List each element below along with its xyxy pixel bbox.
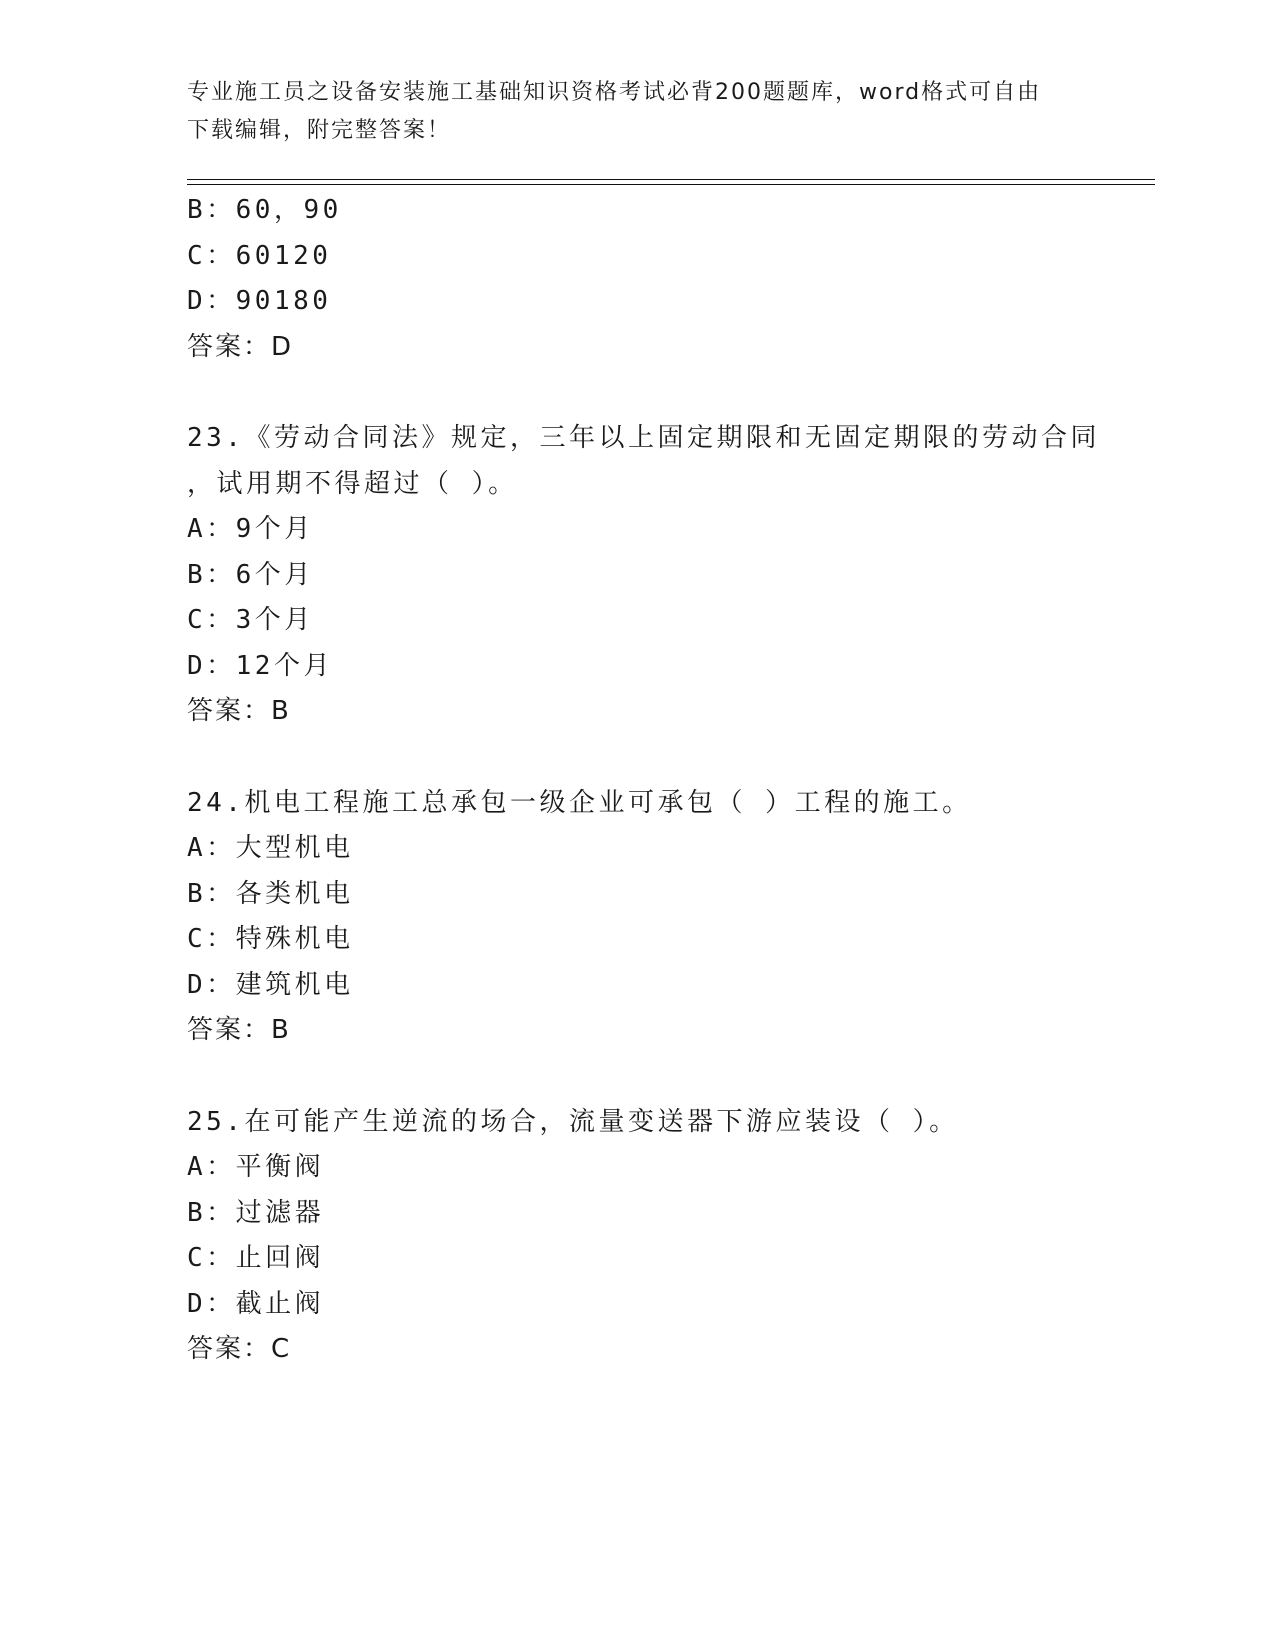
question-block-22 (187, 188, 1147, 370)
answer-line: 答案：B (187, 696, 291, 726)
document-header (187, 74, 1087, 150)
question-content (187, 188, 1147, 1373)
option-a: A：平衡阀 (187, 1152, 325, 1182)
question-stem: 25.在可能产生逆流的场合，流量变送器下游应装设（ ）。 (187, 1106, 959, 1137)
option-c: C：止回阀 (187, 1243, 325, 1273)
option-b: B：6个月 (187, 559, 314, 590)
answer-line: 答案：B (187, 1015, 291, 1045)
option-d: D：12个月 (187, 650, 333, 681)
answer-line: 答案：D (187, 331, 294, 362)
question-stem-continued: ，试用期不得超过（ ）。 (187, 468, 518, 499)
option-c: C：60120 (187, 240, 332, 271)
option-c: C：特殊机电 (187, 924, 354, 954)
option-b: B：过滤器 (187, 1197, 325, 1228)
header-divider-top (187, 179, 1155, 180)
header-line-2: 下载编辑，附完整答案！ (187, 118, 452, 143)
option-a: A：大型机电 (187, 833, 354, 863)
option-b: B：60，90 (187, 195, 342, 225)
question-block-24 (187, 781, 1147, 1054)
option-c: C：3个月 (187, 605, 314, 635)
option-d: D：90180 (187, 286, 332, 316)
header-line-1: 专业施工员之设备安装施工基础知识资格考试必背200题题库，word格式可自由 (187, 80, 1042, 105)
header-divider-bottom (187, 184, 1155, 185)
option-b: B：各类机电 (187, 878, 354, 909)
question-stem: 24.机电工程施工总承包一级企业可承包（ ）工程的施工。 (187, 787, 972, 818)
question-block-25 (187, 1100, 1147, 1373)
question-block-23 (187, 416, 1147, 735)
answer-line: 答案：C (187, 1334, 292, 1364)
option-d: D：建筑机电 (187, 969, 354, 1000)
option-a: A：9个月 (187, 514, 314, 544)
question-stem: 23.《劳动合同法》规定，三年以上固定期限和无固定期限的劳动合同 (187, 423, 1100, 453)
option-d: D：截止阀 (187, 1288, 325, 1319)
